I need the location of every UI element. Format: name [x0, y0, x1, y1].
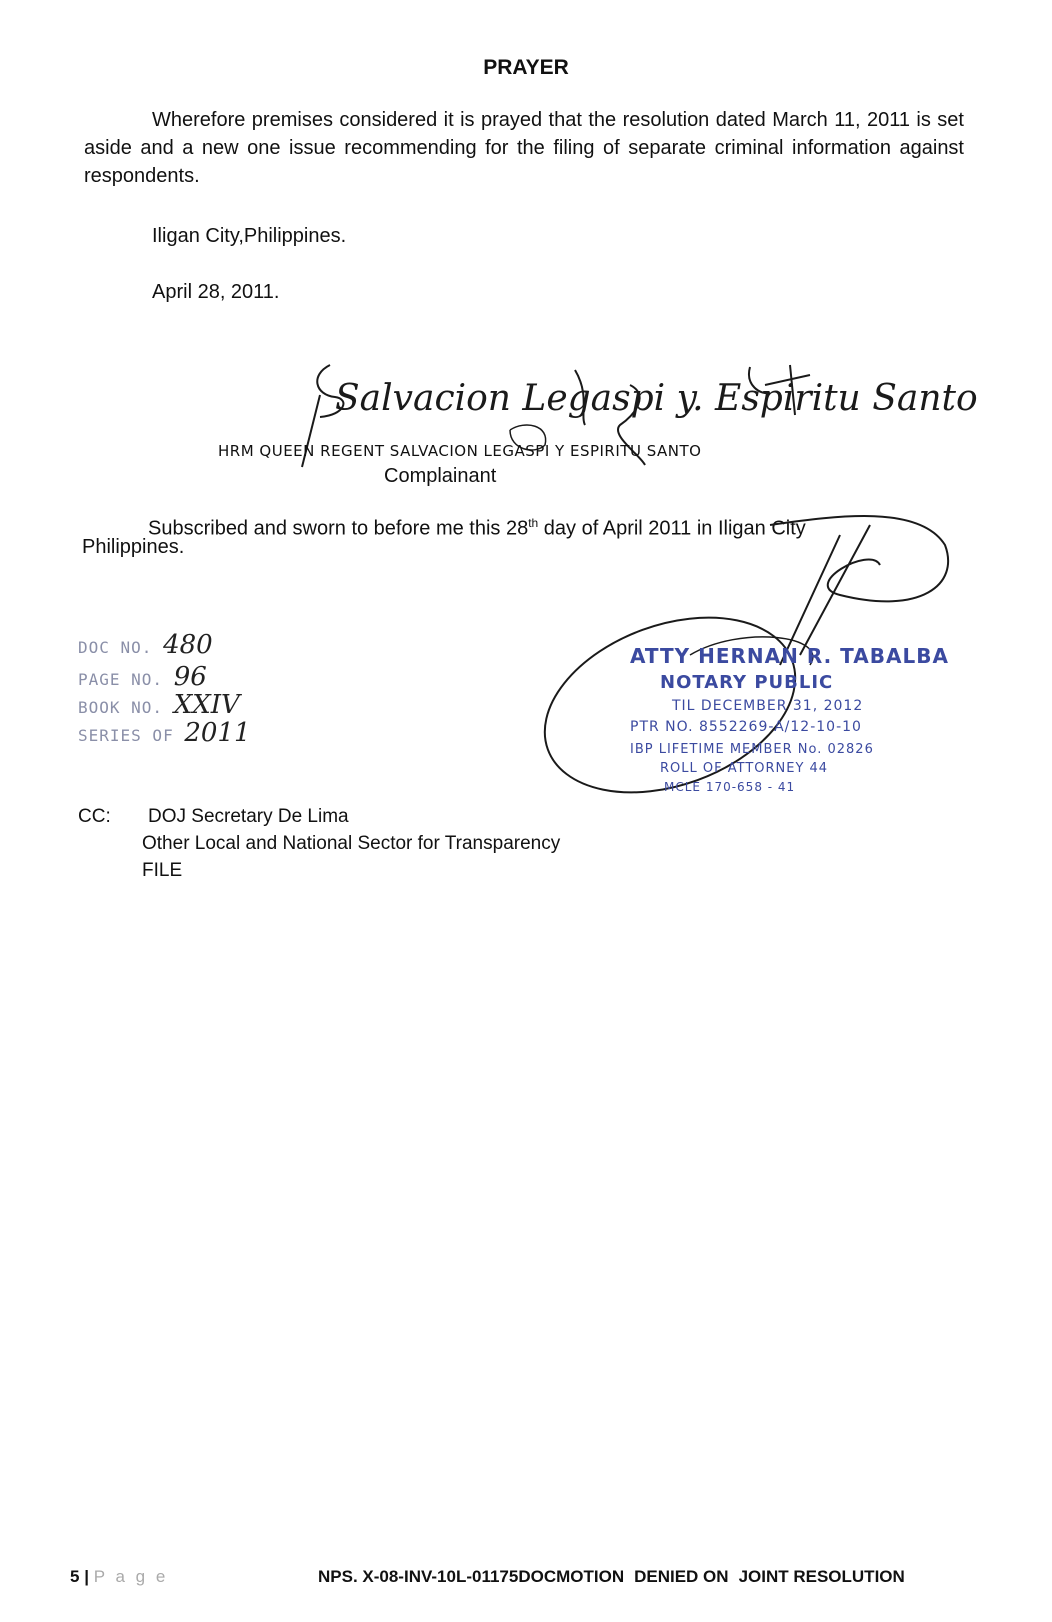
series-row: [78, 718, 251, 748]
page-no-label: PAGE NO.: [78, 670, 164, 689]
sworn-line-2: Philippines.: [82, 536, 185, 558]
book-no-value: XXIV: [173, 690, 240, 720]
complainant-role: Complainant: [384, 465, 497, 487]
sworn-sup: th: [528, 516, 539, 530]
doc-no-value: 480: [163, 630, 213, 660]
cc-item: DOJ Secretary De Lima: [148, 806, 349, 827]
footer-page-number: [70, 1567, 168, 1587]
footer-ref-2: DENIED ON: [634, 1567, 729, 1586]
prayer-paragraph: [84, 106, 964, 190]
cc-item: Other Local and National Sector for Transparency: [142, 833, 561, 854]
page-no-value: 96: [173, 662, 207, 692]
stamp-line-4: PTR NO. 8552269-A/12-10-10: [630, 719, 862, 735]
doc-no-label: DOC NO.: [78, 638, 153, 657]
place-line: Iligan City,Philippines.: [152, 225, 347, 247]
stamp-line-5: IBP LIFETIME MEMBER No. 02826: [630, 742, 874, 757]
series-label: SERIES OF: [78, 726, 174, 745]
stamp-line-3: TIL DECEMBER 31, 2012: [672, 698, 864, 714]
book-no-label: BOOK NO.: [78, 698, 164, 717]
stamp-line-1: ATTY HERNAN R. TABALBA: [630, 644, 949, 668]
footer-reference: [318, 1567, 905, 1587]
page-word: P a g e: [93, 1567, 169, 1586]
page-separator: |: [84, 1567, 89, 1586]
page-number: 5: [70, 1567, 80, 1586]
doc-no-row: [78, 630, 213, 660]
sworn-text-b: day of April 2011 in Iligan City: [538, 517, 806, 540]
document-title: PRAYER: [483, 56, 569, 79]
sworn-text-a: Subscribed and sworn to before me this 28: [148, 517, 529, 540]
complainant-name: HRM QUEEN REGENT SALVACION LEGASPI Y ESPIRITU SANTO: [218, 442, 702, 460]
series-value: 2011: [184, 718, 251, 748]
stamp-line-6: ROLL OF ATTORNEY 44: [660, 761, 829, 776]
cc-item: FILE: [142, 860, 183, 881]
signature-text: Salvacion Legaspi y. Espiritu Santo: [335, 378, 978, 419]
book-no-row: [78, 690, 240, 720]
cc-label: CC:: [78, 806, 111, 827]
prayer-text: Wherefore premises considered it is prayed that the resolution dated March 11, 2011 is set aside and a new one issue recommending for the filing of separate criminal information against respondents.: [84, 109, 964, 187]
footer-ref-1: NPS. X-08-INV-10L-01175DOCMOTION: [318, 1567, 625, 1586]
stamp-line-7: MCLE 170-658 - 41: [664, 780, 796, 794]
page-no-row: [78, 662, 207, 692]
date-line: April 28, 2011.: [152, 281, 280, 303]
footer-ref-3: JOINT RESOLUTION: [738, 1567, 905, 1586]
stamp-line-2: NOTARY PUBLIC: [660, 672, 834, 693]
